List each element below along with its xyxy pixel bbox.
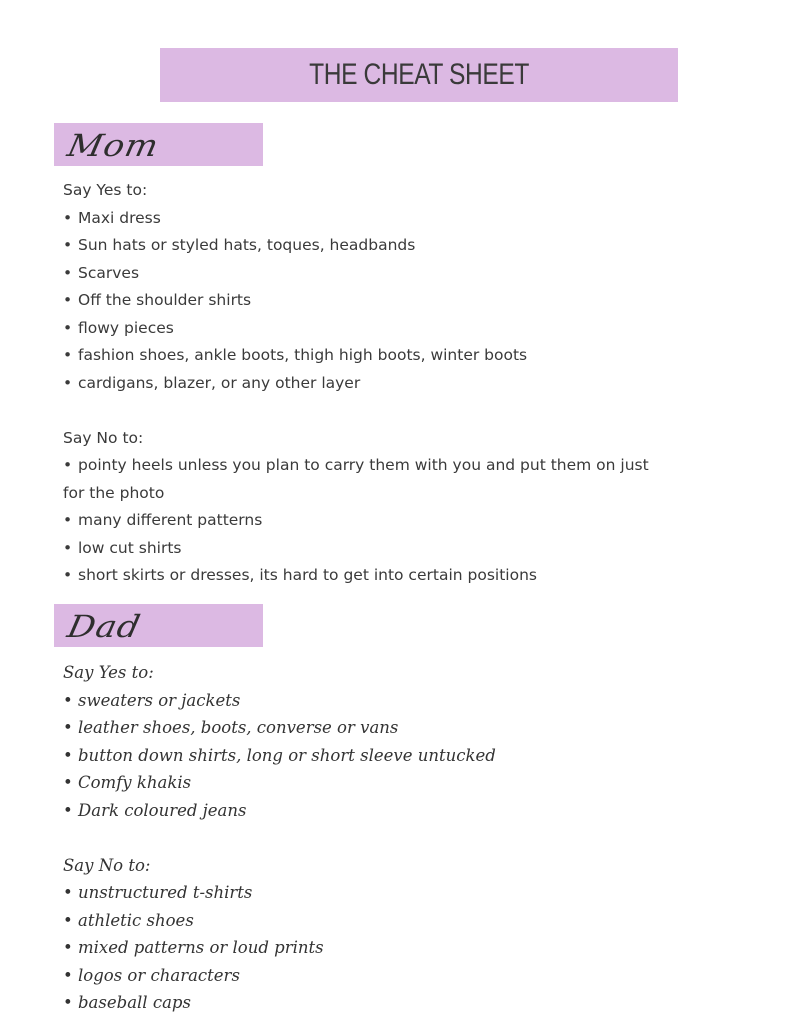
mom-no-heading: Say No to: <box>63 428 144 447</box>
list-item: • flowy pieces <box>63 318 174 337</box>
dad-section-label: Dad <box>64 609 145 645</box>
list-item: • sweaters or jackets <box>63 690 241 710</box>
list-item: • logos or characters <box>63 965 240 985</box>
list-item-continuation: for the photo <box>63 483 165 502</box>
dad-yes-heading: Say Yes to: <box>63 663 154 682</box>
list-item: • Off the shoulder shirts <box>63 291 252 309</box>
mom-yes-heading: Say Yes to: <box>63 181 148 199</box>
list-item: • Comfy khakis <box>63 773 192 792</box>
list-item: • many different patterns <box>63 511 263 529</box>
page-title: THE CHEAT SHEET <box>309 58 529 91</box>
dad-section-banner <box>54 604 263 647</box>
list-item: • athletic shoes <box>63 910 194 930</box>
list-item: • button down shirts, long or short sleeve untucked <box>63 745 496 765</box>
mom-section-banner <box>54 123 263 166</box>
list-item: • cardigans, blazer, or any other layer <box>63 373 361 392</box>
dad-list <box>63 659 703 1017</box>
list-item: • mixed patterns or loud prints <box>63 938 324 957</box>
list-item: • short skirts or dresses, its hard to get into certain positions <box>63 566 537 584</box>
dad-no-heading: Say No to: <box>63 855 151 875</box>
mom-section-label: Mom <box>64 128 163 164</box>
list-item: • pointy heels unless you plan to carry them with you and put them on just <box>63 456 649 474</box>
list-item: • baseball caps <box>63 993 191 1012</box>
list-item: • low cut shirts <box>63 538 182 557</box>
list-item: • Maxi dress <box>63 208 161 227</box>
list-item: • fashion shoes, ankle boots, thigh high boots, winter boots <box>63 346 528 364</box>
list-item: • Scarves <box>63 263 140 282</box>
list-item: • Dark coloured jeans <box>63 800 247 820</box>
list-item: • Sun hats or styled hats, toques, headbands <box>63 236 416 254</box>
list-item: • leather shoes, boots, converse or vans <box>63 718 399 737</box>
mom-list <box>63 177 703 590</box>
title-banner <box>160 48 678 102</box>
list-item: • unstructured t-shirts <box>63 883 253 902</box>
